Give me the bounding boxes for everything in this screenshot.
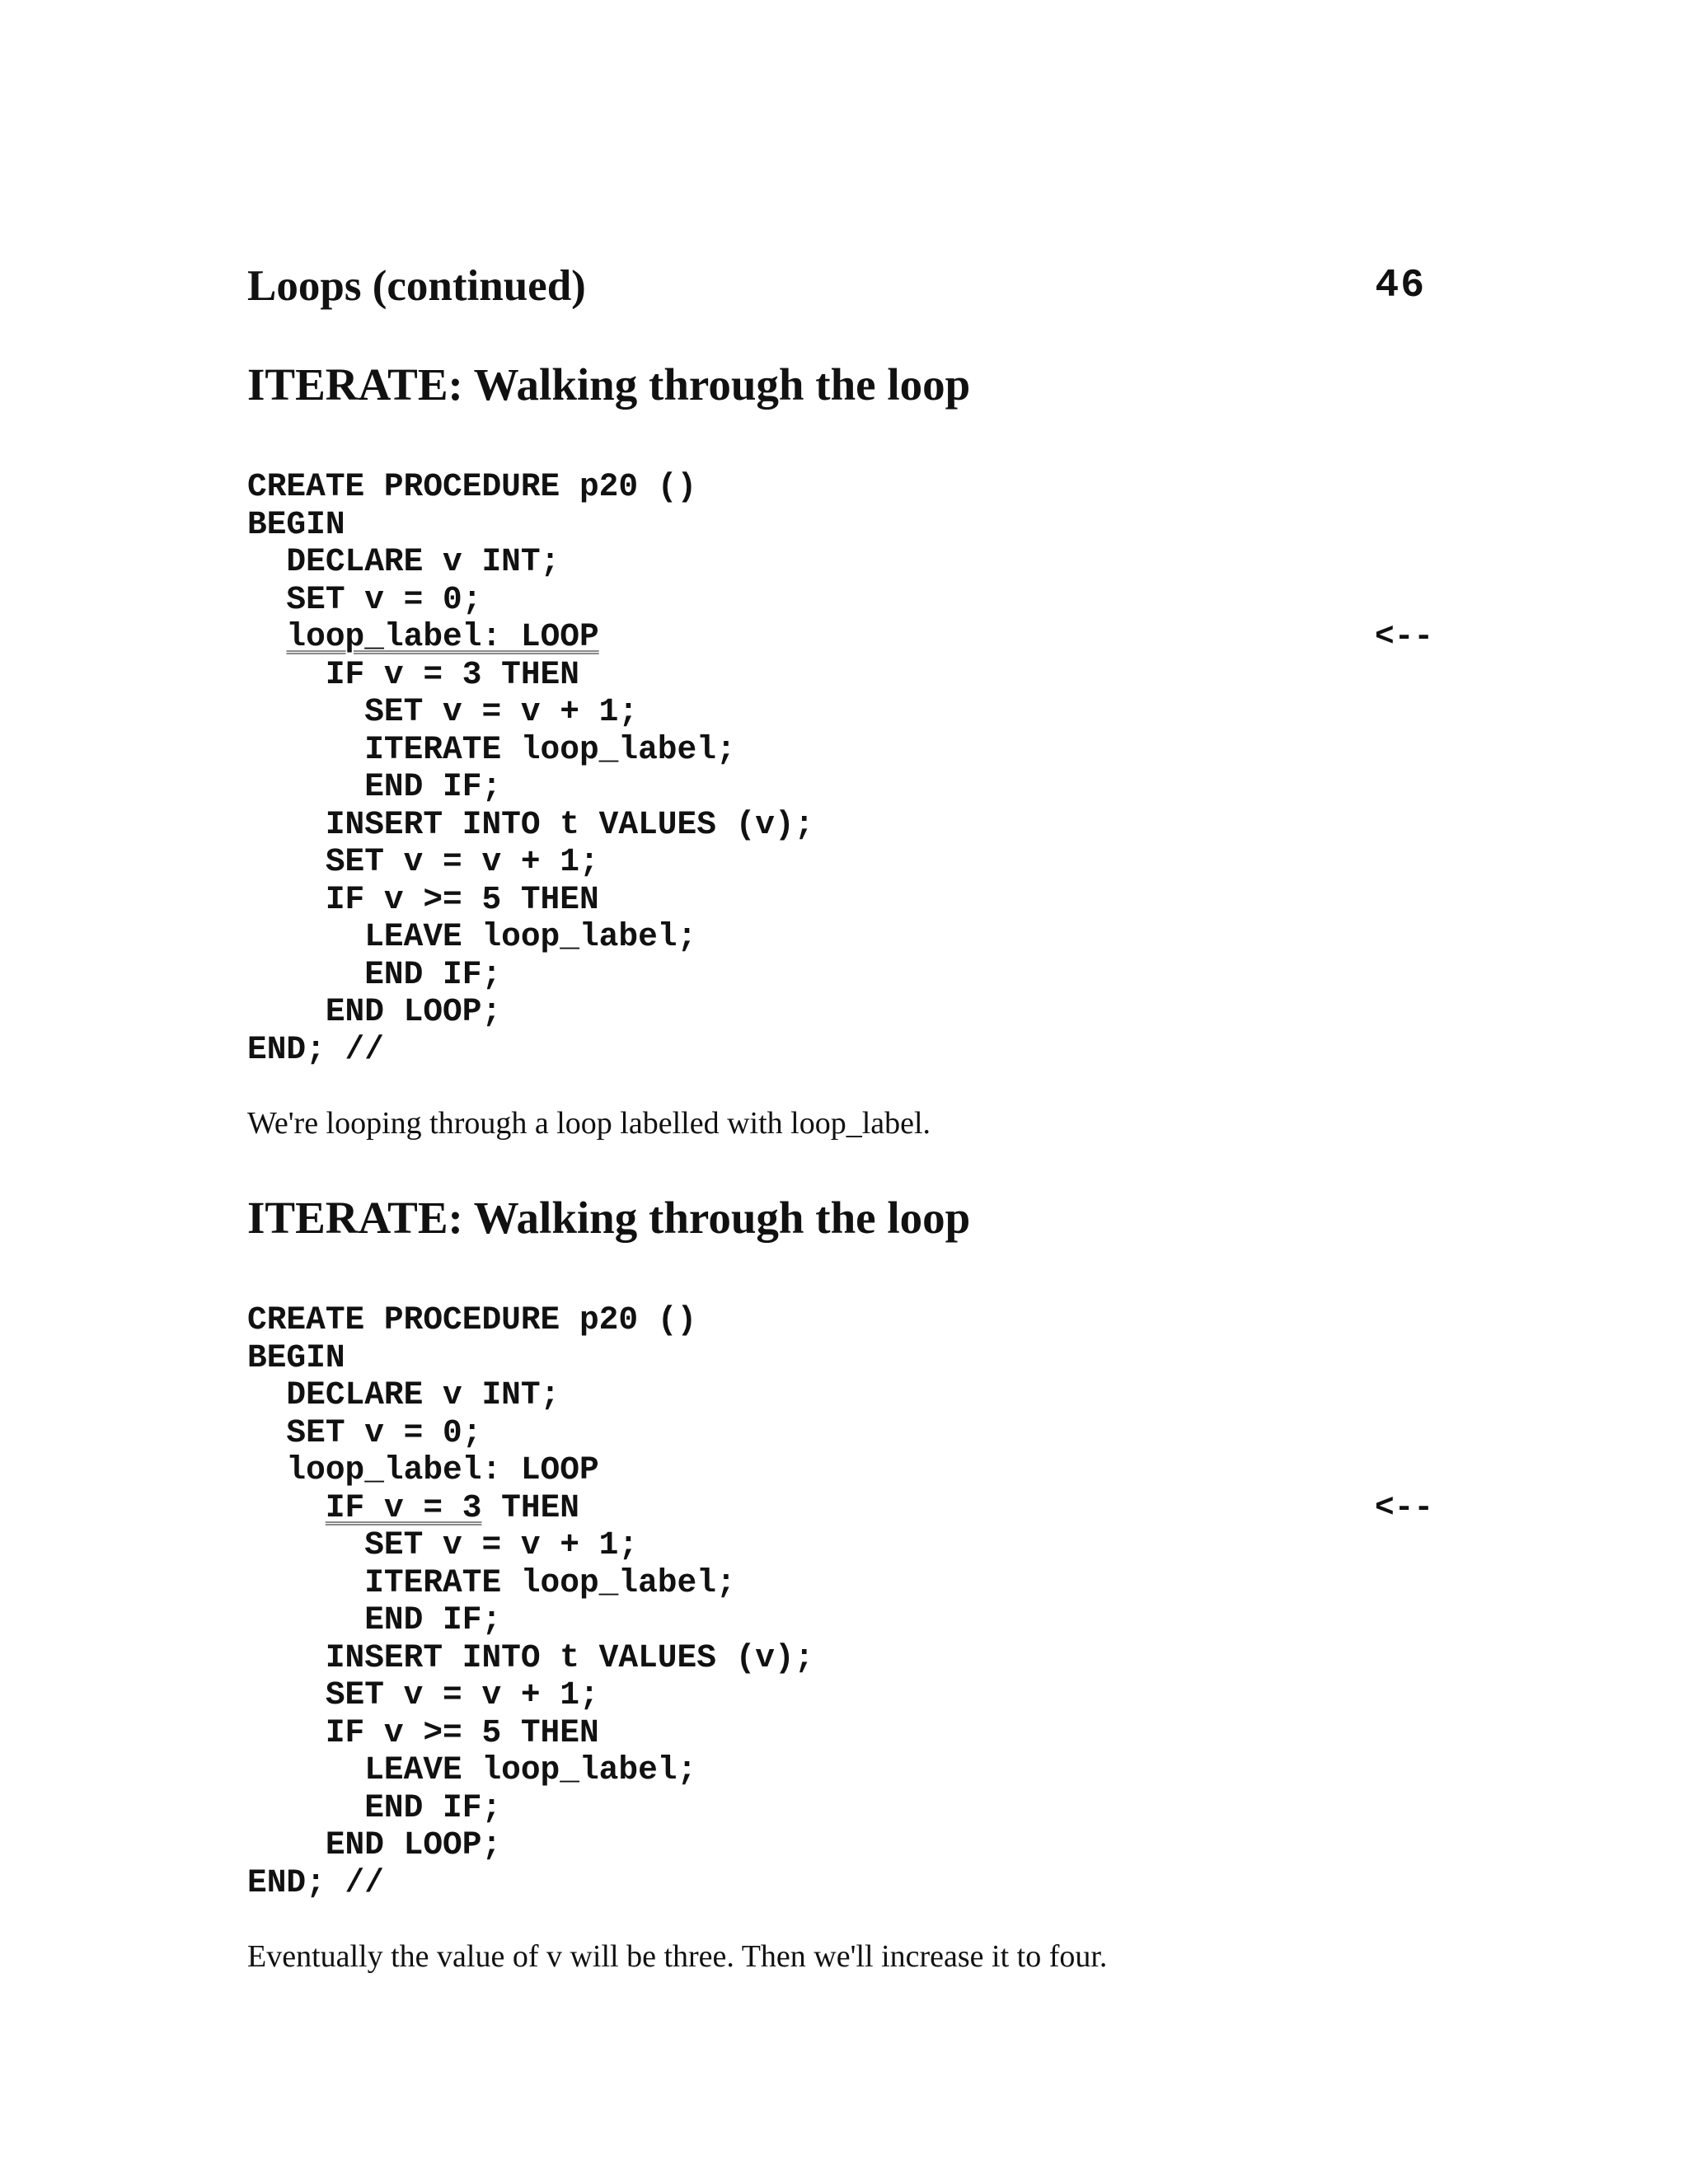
arrow-marker: <-- (1375, 1488, 1434, 1526)
code-line: END; // (247, 1863, 384, 1901)
code-line: loop_label: LOOP (247, 1451, 599, 1488)
code-line: IF v >= 5 THEN (247, 880, 599, 918)
code-line: END IF; (247, 955, 502, 993)
code-line: SET v = v + 1; (247, 1676, 599, 1713)
code-line: LEAVE loop_label; (247, 1751, 697, 1788)
code-line: INSERT INTO t VALUES (v); (247, 1638, 814, 1676)
code-line-highlighted (247, 1489, 1442, 1527)
code-rest: THEN (481, 1488, 579, 1526)
code-line: END LOOP; (247, 1826, 502, 1863)
code-line: DECLARE v INT; (247, 543, 560, 580)
code-line: END IF; (247, 1788, 502, 1826)
code-line: INSERT INTO t VALUES (v); (247, 805, 814, 843)
code-block (247, 468, 1442, 1068)
code-line: BEGIN (247, 505, 345, 543)
code-line: IF v >= 5 THEN (247, 1713, 599, 1751)
page-title: Loops (continued) (247, 262, 586, 310)
code-line: SET v = v + 1; (247, 843, 599, 880)
section-iterate-1 (247, 356, 1442, 1144)
code-line: CREATE PROCEDURE p20 () (247, 468, 697, 505)
code-line: ITERATE loop_label; (247, 730, 736, 768)
page-number: 46 (1375, 264, 1426, 308)
code-line: END IF; (247, 768, 502, 805)
section-heading: ITERATE: Walking through the loop (247, 359, 971, 410)
highlighted-code: loop_label: LOOP (286, 618, 599, 655)
code-line: LEAVE loop_label; (247, 918, 697, 955)
code-block (247, 1301, 1442, 1901)
code-line: BEGIN (247, 1338, 345, 1376)
page-header (247, 257, 1426, 315)
arrow-marker: <-- (1375, 618, 1434, 655)
code-indent (247, 618, 286, 655)
explanation-text: Eventually the value of v will be three. Then we'll increase it to four. (247, 1939, 1108, 1974)
explanation-text: We're looping through a loop labelled with loop_label. (247, 1106, 931, 1141)
code-line: SET v = 0; (247, 580, 482, 618)
code-line: SET v = v + 1; (247, 693, 639, 730)
section-heading: ITERATE: Walking through the loop (247, 1193, 971, 1243)
highlighted-code: IF v = 3 (325, 1488, 482, 1526)
code-line: CREATE PROCEDURE p20 () (247, 1301, 697, 1338)
code-line: DECLARE v INT; (247, 1376, 560, 1413)
code-line: END IF; (247, 1601, 502, 1638)
code-line: END LOOP; (247, 993, 502, 1030)
code-indent (247, 1489, 326, 1526)
section-iterate-2 (247, 1189, 1442, 1977)
code-line: SET v = 0; (247, 1413, 482, 1451)
code-line: ITERATE loop_label; (247, 1563, 736, 1601)
code-line-highlighted (247, 618, 1442, 656)
code-line: END; // (247, 1030, 384, 1068)
code-line: IF v = 3 THEN (247, 655, 579, 693)
code-line: SET v = v + 1; (247, 1526, 639, 1563)
